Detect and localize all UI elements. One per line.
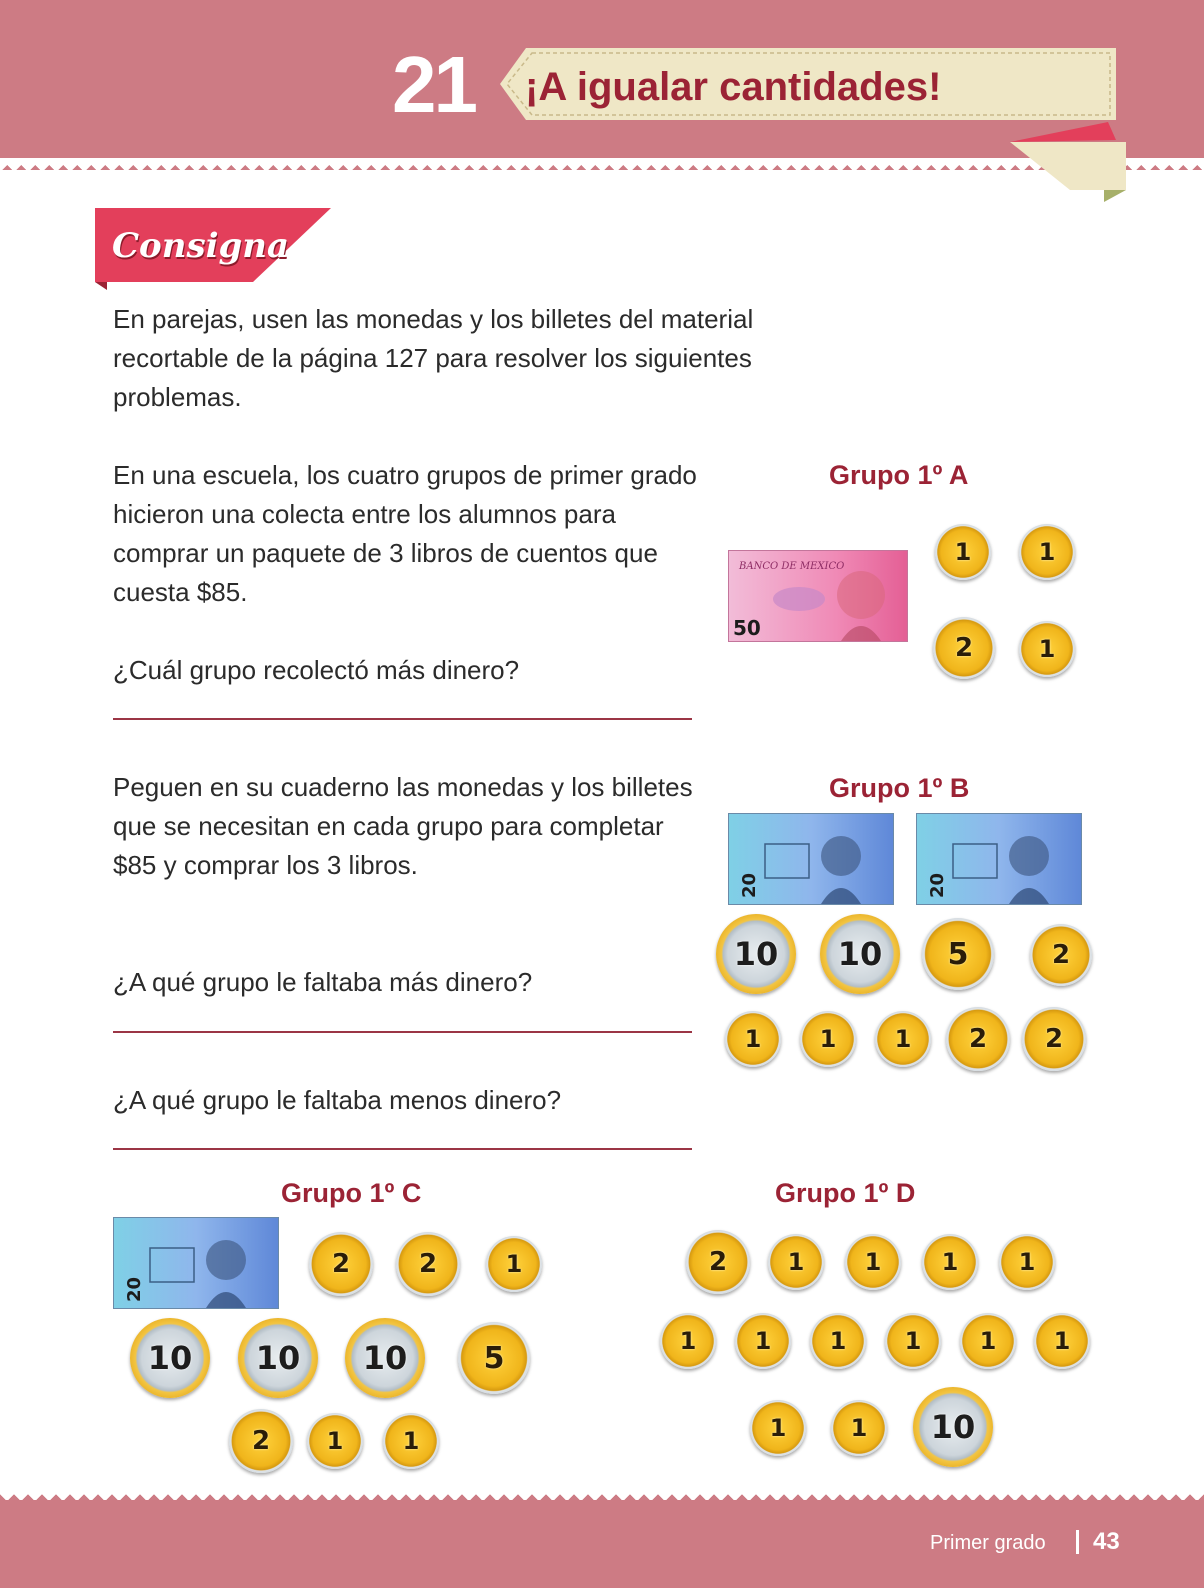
coin: 2 [309,1232,373,1296]
group-b-heading: Grupo 1º B [829,773,970,803]
svg-text:20: 20 [124,1276,145,1302]
coin: 1 [735,1313,791,1369]
coin: 1 [1034,1313,1090,1369]
coin: 1 [831,1400,887,1456]
problem2-text: Peguen en su cuaderno las monedas y los billetes que se necesitan en cada grupo para completar $85 y comprar los 3 libros. [113,772,693,880]
coin: 1 [725,1011,781,1067]
coin: 1 [1019,524,1075,580]
answer-line-less-missing[interactable] [113,1148,692,1150]
svg-text:50: 50 [733,616,761,640]
coin: 2 [1030,924,1092,986]
answer-line-most-money[interactable] [113,718,692,720]
lesson-number: 21 [392,40,475,129]
consigna-label: Consigna [112,226,290,266]
coin: 10 [345,1318,425,1398]
bill-50 [728,550,908,642]
problem1-text: En una escuela, los cuatro grupos de primer grado hicieron una colecta entre los alumnos para comprar un paquete de 3 libros de cuentos que cuesta $85. [113,460,697,607]
group-d-heading: Grupo 1º D [775,1178,916,1208]
group-a-heading: Grupo 1º A [829,460,969,490]
coin: 1 [1019,621,1075,677]
coin: 2 [946,1007,1010,1071]
coin: 1 [845,1234,901,1290]
coin: 5 [458,1322,530,1394]
group-c-heading: Grupo 1º C [281,1178,422,1208]
footer-grade: Primer grado [930,1532,1046,1554]
coin: 1 [922,1234,978,1290]
coin: 1 [960,1313,1016,1369]
coin: 1 [885,1313,941,1369]
svg-text:20: 20 [927,872,948,898]
coin: 1 [383,1413,439,1469]
coin: 2 [1022,1007,1086,1071]
page-number: 43 [1093,1528,1120,1555]
coin: 10 [820,914,900,994]
coin: 1 [307,1413,363,1469]
question-most-money: ¿Cuál grupo recolectó más dinero? [113,655,520,685]
question-more-missing: ¿A qué grupo le faltaba más dinero? [113,967,533,997]
coin: 1 [750,1400,806,1456]
coin: 1 [935,524,991,580]
bill-20 [916,813,1082,905]
coin: 10 [130,1318,210,1398]
coin: 1 [486,1236,542,1292]
coin: 1 [810,1313,866,1369]
answer-line-more-missing[interactable] [113,1031,692,1033]
coin: 2 [396,1232,460,1296]
footer-divider [1076,1530,1079,1554]
coin: 10 [913,1387,993,1467]
coin: 1 [800,1011,856,1067]
ribbon-tail [1010,120,1130,204]
intro-paragraph: En parejas, usen las monedas y los billetes del material recortable de la página 127 para resolver los siguientes problemas. [113,304,754,412]
svg-text:BANCO DE MEXICO: BANCO DE MEXICO [739,561,845,572]
question-less-missing: ¿A qué grupo le faltaba menos dinero? [113,1085,562,1115]
coin: 2 [686,1230,750,1294]
lesson-title: ¡A igualar cantidades! [525,65,942,109]
coin: 2 [933,617,995,679]
coin: 1 [768,1234,824,1290]
coin: 5 [922,918,994,990]
bill-20 [113,1217,279,1309]
coin: 10 [238,1318,318,1398]
svg-text:20: 20 [739,872,760,898]
coin: 1 [875,1011,931,1067]
bill-20 [728,813,894,905]
coin: 10 [716,914,796,994]
coin: 1 [660,1313,716,1369]
coin: 2 [229,1409,293,1473]
coin: 1 [999,1234,1055,1290]
